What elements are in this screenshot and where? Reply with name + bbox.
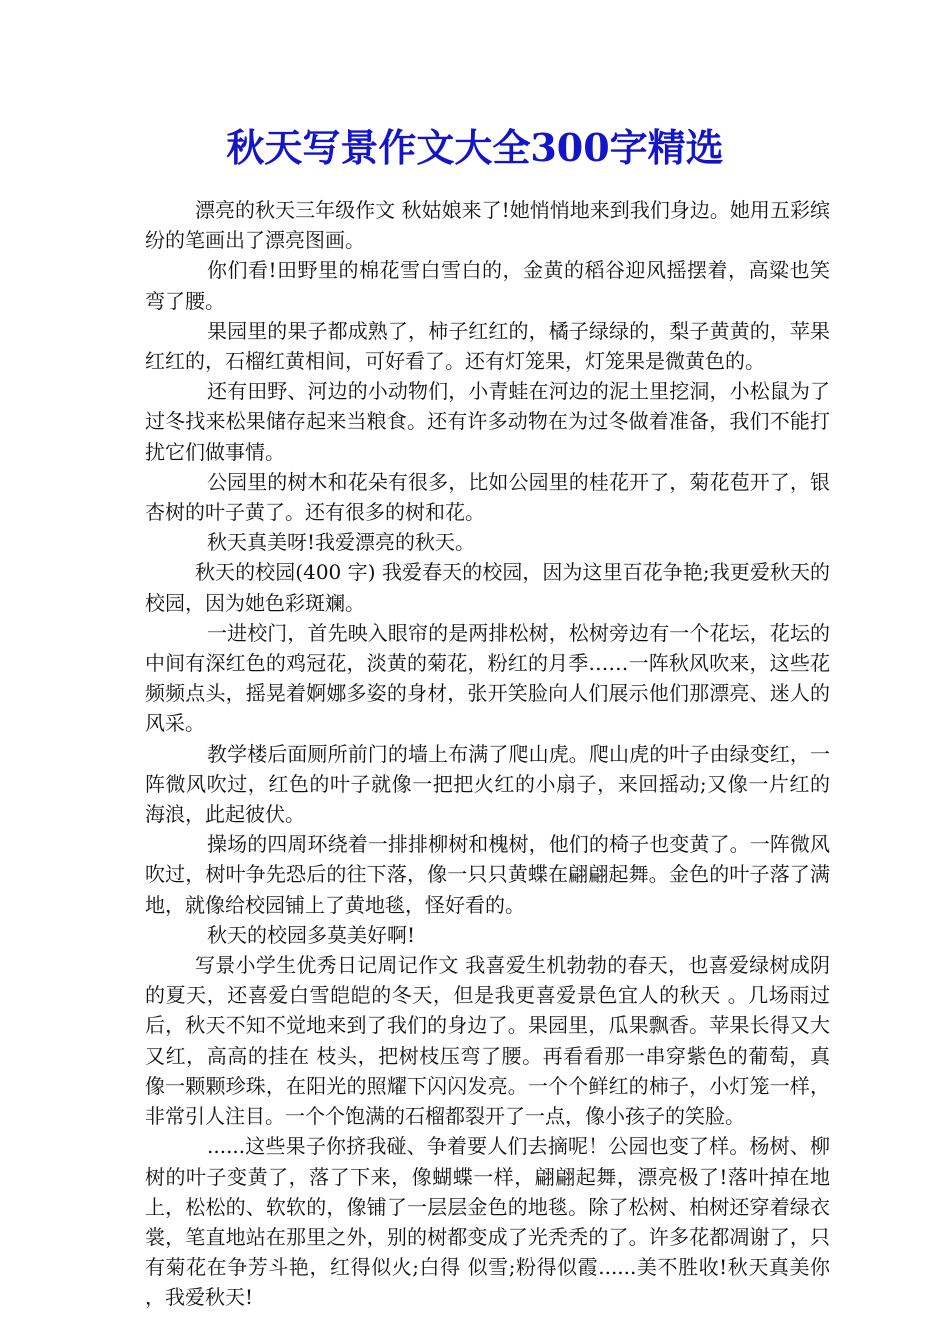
- paragraph: 秋天的校园多莫美好啊!: [207, 922, 416, 947]
- document-title: 秋天写景作文大全300字精选: [226, 125, 724, 170]
- paragraph: 秋天的校园(400 字) 我爱春天的校园，因为这里百花争艳;我更爱秋天的校园，因为她色彩斑斓。: [145, 560, 830, 615]
- paragraph: 写景小学生优秀日记周记作文 我喜爱生机勃勃的春天，也喜爱绿树成阴的夏天，还喜爱白雪皑皑的冬天，但是我更喜爱景色宜人的秋天 。几场雨过后，秋天不知不觉地来到了我们的身边了。果园里，瓜果飘香。苹果长得又大又红，高高的挂在 枝头，把树枝压弯了腰。再看看那一串穿紫色的葡萄，真像一颗颗珍珠，在阳光的照耀下闪闪发亮。一个个鲜红的柿子，小灯笼一样，非常引人注目。一个个饱满的石榴都裂开了一点，像小孩子的笑脸。: [145, 953, 830, 1129]
- paragraph: 操场的四周环绕着一排排柳树和槐树，他们的椅子也变黄了。一阵微风吹过，树叶争先恐后的往下落，像一只只黄蝶在翩翩起舞。金色的叶子落了满地，就像给校园铺上了黄地毯，怪好看的。: [145, 832, 830, 917]
- paragraph: 公园里的树木和花朵有很多，比如公园里的桂花开了，菊花苞开了，银杏树的叶子黄了。还有很多的树和花。: [145, 469, 830, 525]
- paragraph: 教学楼后面厕所前门的墙上布满了爬山虎。爬山虎的叶子由绿变红，一阵微风吹过，红色的叶子就像一把把火红的小扇子，来回摇动;又像一片红的海浪，此起彼伏。: [145, 741, 830, 827]
- paragraph: 一进校门，首先映入眼帘的是两排松树，松树旁边有一个花坛，花坛的中间有深红色的鸡冠花，淡黄的菊花，粉红的月季……一阵秋风吹来，这些花频频点头，摇晃着婀娜多姿的身材，张开笑脸向人们展示他们那漂亮、迷人的风采。: [145, 620, 830, 736]
- document-body: [145, 195, 830, 1313]
- paragraph: 秋天真美呀!我爱漂亮的秋天。: [207, 530, 476, 555]
- paragraph: ......这些果子你挤我碰、争着要人们去摘呢！公园也变了样。杨树、柳树的叶子变黄了，落了下来，像蝴蝶一样，翩翩起舞，漂亮极了!落叶掉在地上，松松的、软软的，像铺了一层层金色的地毯。除了松树、柏树还穿着绿衣裳，笔直地站在那里之外，别的树都变成了光秃秃的了。许多花都凋谢了，只有菊花在争芳斗艳，红得似火;白得 似雪;粉得似霞......美不胜收!秋天真美你，我爱秋天!: [145, 1134, 830, 1310]
- paragraph: 还有田野、河边的小动物们，小青蛙在河边的泥土里挖洞，小松鼠为了过冬找来松果储存起来当粮食。还有许多动物在为过冬做着准备，我们不能打扰它们做事情。: [145, 379, 830, 464]
- paragraph: 你们看!田野里的棉花雪白雪白的，金黄的稻谷迎风摇摆着，高粱也笑弯了腰。: [145, 258, 830, 313]
- paragraph: 漂亮的秋天三年级作文 秋姑娘来了!她悄悄地来到我们身边。她用五彩缤纷的笔画出了漂亮图画。: [145, 198, 830, 253]
- paragraph: 果园里的果子都成熟了，柿子红红的，橘子绿绿的，梨子黄黄的，苹果红红的，石榴红黄相间，可好看了。还有灯笼果，灯笼果是微黄色的。: [145, 318, 830, 374]
